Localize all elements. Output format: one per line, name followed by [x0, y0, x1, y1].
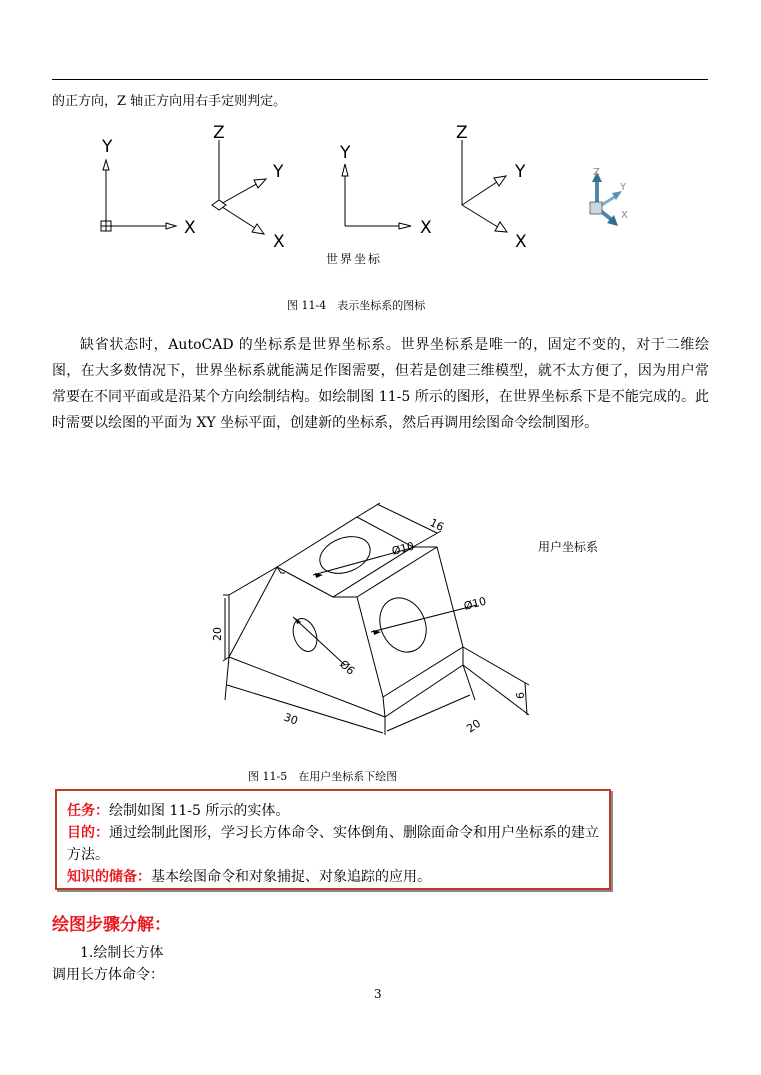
world-2d-ucs-icon	[101, 160, 176, 231]
icon5-x-label: X	[621, 210, 628, 221]
dim-top-hole: Ø10	[390, 539, 416, 558]
dim-right-depth: 20	[464, 716, 484, 736]
icon5-z-label: Z	[593, 167, 600, 178]
icon4-z-label: Z	[456, 123, 468, 143]
icon1-y-label: Y	[102, 137, 113, 157]
task-label: 任务：	[67, 803, 109, 819]
knowledge-text: 基本绘图命令和对象捕捉、对象追踪的应用。	[151, 869, 431, 885]
world-coord-label: 世界坐标	[326, 252, 383, 266]
steps-heading: 绘图步骤分解：	[52, 915, 171, 935]
dim-right-height: 6	[514, 692, 527, 699]
page-number: 3	[374, 987, 382, 1001]
goal-label: 目的：	[67, 825, 109, 841]
icon2-x-label: X	[273, 232, 285, 252]
step1-text: 调用长方体命令：	[52, 967, 164, 983]
shaded-3d-ucs-icon	[590, 172, 622, 226]
icon4-y-label: Y	[515, 162, 526, 182]
user-2d-ucs-icon	[342, 164, 411, 229]
intro-line: 的正方向，Z 轴正方向用右手定则判定。	[52, 94, 287, 109]
icon2-z-label: Z	[213, 123, 225, 143]
knowledge-line	[67, 866, 599, 888]
task-line	[67, 800, 599, 822]
dim-slope-hole: Ø10	[462, 594, 488, 613]
icon4-x-label: X	[515, 232, 527, 252]
icon3-x-label: X	[420, 218, 432, 238]
goal-line	[67, 822, 599, 866]
dim-height: 20	[211, 627, 224, 641]
dim-side-hole: Ø6	[336, 657, 358, 678]
dim-bottom-width: 30	[281, 710, 300, 728]
isometric-solid-figure	[211, 495, 550, 760]
user-3d-ucs-icon	[462, 140, 507, 232]
world-3d-ucs-icon	[212, 140, 266, 234]
task-text: 绘制如图 11-5 所示的实体。	[109, 803, 290, 819]
knowledge-label: 知识的储备：	[67, 869, 151, 885]
icon5-y-label: Y	[620, 182, 627, 193]
coordinate-icons-figure	[90, 120, 650, 270]
icon3-y-label: Y	[340, 143, 351, 163]
figure-11-5-caption: 图 11-5 在用户坐标系下绘图	[248, 770, 398, 783]
header-rule	[52, 79, 708, 80]
icon2-y-label: Y	[273, 162, 284, 182]
figure-11-4-caption: 图 11-4 表示坐标系的图标	[287, 299, 426, 312]
icon1-x-label: X	[184, 218, 196, 238]
body-paragraph: 缺省状态时，AutoCAD 的坐标系是世界坐标系。世界坐标系是唯一的，固定不变的，对于二维绘图，在大多数情况下，世界坐标系就能满足作图需要，但若是创建三维模型，就不太方便了，因为用户常常要在不同平面或是沿某个方向绘制结构。如绘制图 11-5 所示的图形，在世界坐标系下是不能完成的。此时需要以绘图的平面为 XY 坐标平面，创建新的坐标系，然后再调用绘图命令绘制图形。	[52, 337, 709, 431]
dim-top-depth: 16	[427, 516, 446, 534]
task-box	[55, 789, 611, 890]
step1-title: 1.绘制长方体	[80, 945, 164, 961]
user-coord-label: 用户坐标系	[538, 540, 599, 554]
goal-text: 通过绘制此图形，学习长方体命令、实体倒角、删除面命令和用户坐标系的建立方法。	[67, 825, 599, 863]
